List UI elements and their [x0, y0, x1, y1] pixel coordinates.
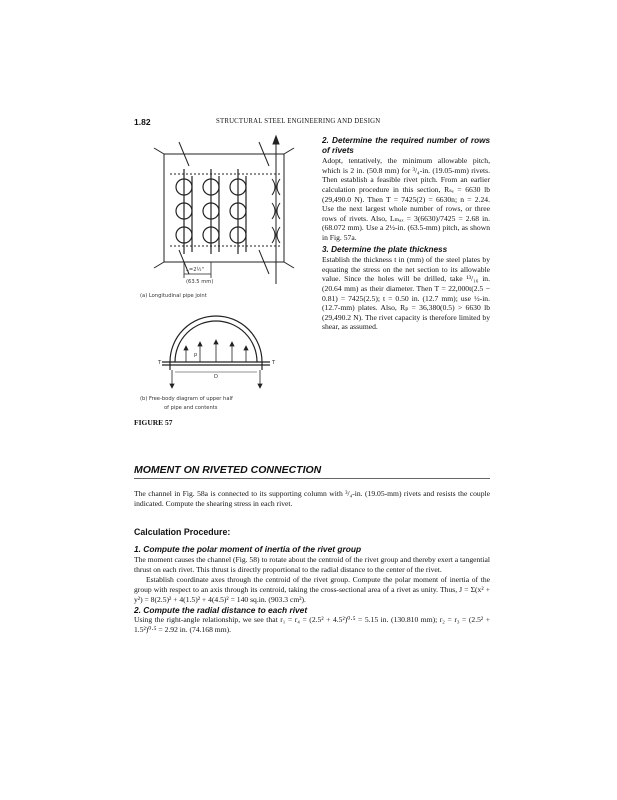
procedure-title: Calculation Procedure: [134, 527, 231, 537]
part-b-label-line1: (b) Free-body diagram of upper half [140, 396, 233, 402]
proc-step1-paragraph2: Establish coordinate axes through the centroid of the rivet group. Compute the polar moment of inertia of the group with respect to an axis through its centroid, taking the cross-sectional area of a rivet as unity. Thus, J = Σ(x² + y²) = 8(2.5)² + 4(1.5)² + 4(4.5)² = 140 sq.in. (903.3 cm²). [134, 574, 490, 604]
figure-57 [134, 134, 312, 434]
tension-right-label: T [272, 360, 276, 366]
running-title: STRUCTURAL STEEL ENGINEERING AND DESIGN [216, 118, 381, 125]
part-a-label: (a) Longitudinal pipe joint [140, 293, 207, 299]
diameter-label: D [214, 374, 218, 380]
pressure-label: p [194, 352, 198, 358]
step2-text: Adopt, tentatively, the minimum allowable pitch, which is 2 in. (50.8 mm) for ³/₄-in. (19.05-mm) rivets. Then establish a feasible rivet pitch. From an earlier calculation procedure in this section, Rₛₑ = 6630 lb (29,490.0 N). Then T = 7425(2) = 6630n; n = 2.24. Use the next largest whole number of rows, or three rows of rivets. Also, Lₘₐₓ = 3(6630)/7425 = 2.68 in. (68.072 mm). Use a 2½-in. (63.5-mm) pitch, as shown in Fig. 57a. [322, 156, 490, 242]
part-b-label-line2: of pipe and contents [164, 405, 218, 411]
proc-step2-text: Using the right-angle relationship, we see that r₁ = r₄ = (2.5² + 4.5²)⁰·⁵ = 5.15 in. (130.810 mm); r₂ = r₃ = (2.5² + 1.5²)⁰·⁵ = 2.92 in. (74.168 mm). [134, 615, 490, 634]
right-column [322, 136, 490, 332]
rivet-holes [176, 169, 246, 254]
pressure-arrows [170, 340, 262, 388]
pitch-mm-label: (63.5 mm) [186, 279, 214, 285]
section-rule [134, 478, 490, 479]
pitch-label: L=2½" [186, 267, 204, 273]
section-intro: The channel in Fig. 58a is connected to its supporting column with ³/₄-in. (19.05-mm) rivets and resists the couple indicated. Compute the shearing stress in each rivet. [134, 489, 490, 508]
step3-text: Establish the thickness t in (mm) of the steel plates by equating the stress on the net section to its allowable value. Since the holes will be drilled, take ¹³/₁₆ in. (20.64 mm) as their diameter. Then T = 22,000t(2.5 − 0.81) = 7425(2.5); t = 0.50 in. (12.7 mm); use ½-in. (12.7-mm) plates. Also, Rₚ = 36,380(0.5) > 6630 lb (29,490.2 N). The rivet capacity is therefore limited by shear, as assumed. [322, 255, 490, 332]
procedure-body [134, 544, 490, 635]
proc-step1-paragraph1: The moment causes the channel (Fig. 58) to rotate about the centroid of the rivet group and thereby exert a tangential thrust on each rivet. This thrust is directly proportional to the radial distance to the center of the rivet. [134, 554, 490, 574]
page-number: 1.82 [134, 117, 151, 127]
proc-step1-heading: 1. Compute the polar moment of inertia of the rivet group [134, 544, 362, 554]
figure-57-drawing [134, 134, 312, 434]
section-title: MOMENT ON RIVETED CONNECTION [134, 464, 322, 476]
step3-heading: 3. Determine the plate thickness [322, 244, 448, 254]
proc-step2-heading: 2. Compute the radial distance to each rivet [134, 604, 308, 615]
pipe-joint-plate [154, 142, 294, 274]
figure-caption: FIGURE 57 [134, 418, 173, 427]
tension-left-label: T [158, 360, 162, 366]
step2-heading: 2. Determine the required number of rows of rivets [322, 136, 490, 155]
